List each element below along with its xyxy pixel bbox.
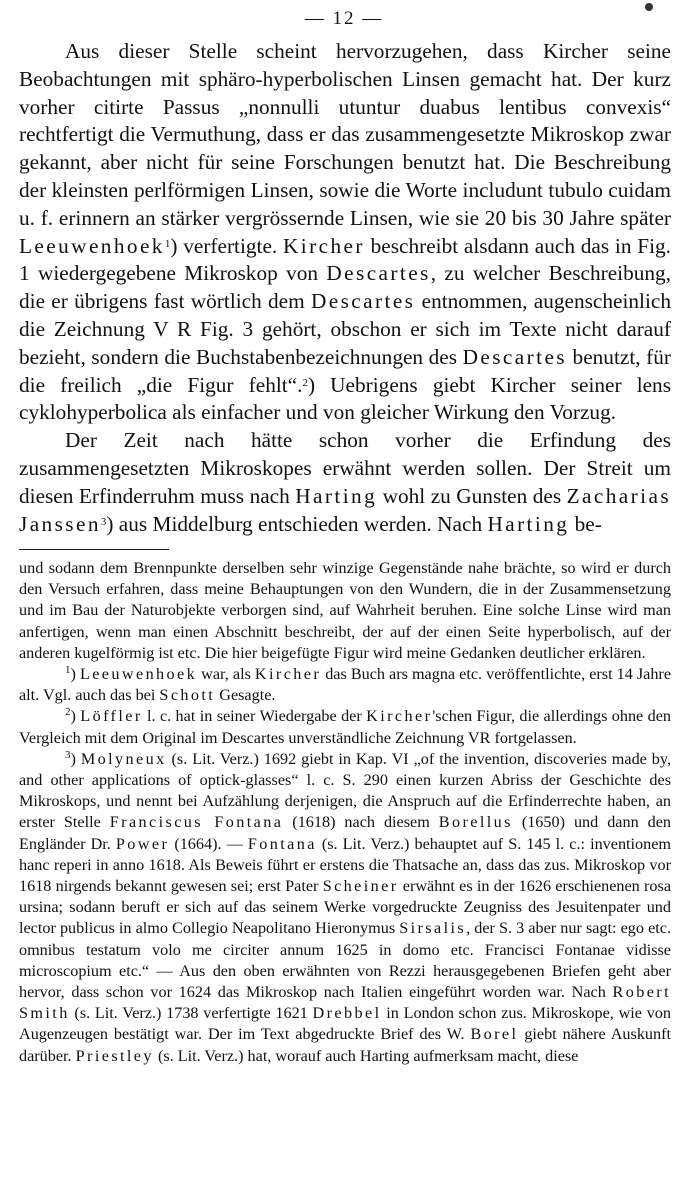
text-run: (s. Lit. Verz.) behauptet auf S. 145 l. c.: inventionem hanc reperi in anno 1618. Als Beweis führt er erstens die Thatsache an, dass das zus. Mikroskop vor 1618 nirgends bekannt gewesen sei; erst Pater: [19, 834, 671, 896]
person-name: Descartes: [462, 344, 567, 369]
person-name: Harting: [487, 511, 570, 536]
text-run: ) Uebrigens giebt Kircher seiner lens cyklohyperbolica als einfacher und von gleicher Wirkung den Vorzug.: [19, 372, 671, 425]
text-run: beschreibt alsdann auch das in Fig. 1 wiedergegebene Mikroskop von: [19, 233, 671, 286]
person-name: Zacharias Janssen: [19, 483, 672, 536]
text-run: , der S. 3 aber nur sagt: ego etc. omnibus testatum volo me circiter annum 1625 in domo etc. Francisci Fontanae vidisse microscopium etc.“ — Aus den oben erwähnten von Rezzi herausgegebenen Briefen geht aber hervor, dass schon vor 1624 das Mikroskop nach Italien eingeführt worden war. Nach: [19, 919, 671, 1002]
person-name: Borel: [470, 1025, 519, 1044]
person-name: Descartes: [310, 289, 416, 314]
text-run: (1664). —: [169, 834, 248, 853]
text-run: erwähnt es in der 1626 erschienenen rosa ursina; sodann beruft er sich auf das seinem Werke vorgedruckte Zeugniss des Jesuitenpater und lector publicus in almo Collegio Neapolitano Hieronymus: [19, 877, 671, 938]
person-name: Robert Smith: [19, 983, 671, 1023]
text-run: ) verfertigte.: [170, 233, 284, 258]
person-name: Molyneux: [80, 749, 167, 768]
footnotes: [19, 558, 671, 1067]
footnote-ref: 3: [100, 515, 107, 528]
text-run: Aus dieser Stelle scheint hervorzugehen, dass Kircher seine Beobachtungen mit sphäro-hyperbolischen Linsen gemacht hat. Der kurz vorher citirte Passus „nonnulli utuntur duabus lentibus convexis“ rechtfertigt die Vermuthung, dass er das zusammengesetzte Mikroskop zwar gekannt, aber nicht für seine Forschungen benutzt hat. Die Beschreibung der kleinsten perlförmigen Linsen, sowie die Worte includunt tubulo cuidam u. f. erinnern an stärker vergrössernde Linsen, wie sie 20 bis 30 Jahre später: [19, 39, 671, 230]
person-name: Kircher: [366, 707, 433, 726]
text-run: l. c. hat in seiner Wiedergabe der: [142, 707, 367, 726]
person-name: Power: [115, 834, 170, 853]
paragraph-1: [19, 38, 671, 427]
text-run: das Buch ars magna etc. veröffentlichte, erst 14 Jahre alt. Vgl. auch das bei: [19, 665, 672, 705]
person-name: Harting: [295, 483, 378, 508]
footnote-divider: [19, 549, 169, 550]
footnote-continuation: [19, 558, 671, 664]
person-name: Priestley: [75, 1046, 154, 1065]
footnote-3: [19, 749, 671, 1067]
text-run: (s. Lit. Verz.) hat, worauf auch Harting aufmerksam macht, diese: [153, 1046, 579, 1065]
person-name: Drebbel: [312, 1004, 382, 1023]
paragraph-2: [19, 427, 671, 538]
person-name: Kircher: [254, 665, 322, 684]
text-run: (s. Lit. Verz.) 1692 giebt in Kap. VI „of the invention, discoveries made by, and other applications of optick-glasses“ l. c. S. 290 einen kurzen Abriss der Geschichte des Mikroskops, und nennt bei Aufzählung derjenigen, die Anspruch auf die Erfinderrechte haben, an erster Stelle: [19, 749, 671, 832]
text-run: Gesagte.: [215, 686, 276, 705]
main-text: [19, 38, 671, 538]
person-name: Kircher: [283, 233, 365, 258]
text-run: benutzt, für die freilich „die Figur fehlt“.: [19, 344, 671, 397]
person-name: Leeuwenhoek: [19, 233, 165, 258]
text-run: 'schen Figur, die allerdings ohne den Vergleich mit dem Original im Descartes unverständliche Zeichnung VR fortgelassen.: [19, 707, 672, 747]
text-run: , zu welcher Beschreibung, die er übrigens fast wörtlich dem: [19, 261, 671, 314]
text-run: ): [70, 749, 81, 768]
page-number: — 12 —: [304, 8, 384, 29]
text-run: Der Zeit nach hätte schon vorher die Erfindung des zusammengesetzten Mikroskopes erwähnt werden sollen. Der Streit um diesen Erfinderruhm muss nach: [19, 428, 671, 508]
text-run: be-: [569, 511, 602, 536]
person-name: Leeuwenhoek: [79, 665, 198, 684]
text-run: ): [70, 665, 80, 684]
footnote-marker: 2: [65, 706, 71, 719]
footnote-marker: 1: [65, 664, 71, 677]
footnote-ref: 1: [164, 237, 171, 250]
person-name: Fontana: [247, 834, 317, 853]
person-name: Schott: [159, 686, 216, 705]
footnote-2: [19, 706, 671, 748]
text-run: (1618) nach diesem: [283, 813, 439, 832]
person-name: Franciscus Fontana: [109, 813, 284, 832]
text-run: und sodann dem Brennpunkte derselben sehr winzige Gegenstände nahe brächte, so wird er durch den Versuch erfahren, dass meine Behauptungen von den Wundern, die in der Zusammensetzung und im Bau der Naturobjekte verborgen sind, auf Wahrheit beruhen. Eine solche Linse wird man anfertigen, wenn man einen Abschnitt beschreibt, der auf der einen Seite hyperbolisch, auf der anderen kugelförmig ist etc. Die hier beigefügte Figur wird meine Gedanken deutlicher erklären.: [19, 559, 671, 662]
person-name: Löffler: [80, 707, 143, 726]
text-run: in London schon zus. Mikroskope, wie von Augenzeugen bestätigt war. Der im Text abgedruckte Brief des W.: [19, 1004, 671, 1044]
text-run: entnommen, augenscheinlich die Zeichnung V R Fig. 3 gehört, obschon er sich im Texte nicht darauf bezieht, sondern die Buchstabenbezeichnungen des: [19, 289, 671, 369]
text-run: giebt nähere Auskunft darüber.: [19, 1025, 671, 1065]
text-run: (1650) und dann den Engländer Dr.: [19, 813, 672, 853]
text-run: war, als: [197, 665, 255, 684]
person-name: Borellus: [438, 813, 513, 832]
footnote-ref: 2: [302, 376, 308, 389]
text-run: ) aus Middelburg entschieden werden. Nach: [106, 511, 488, 536]
person-name: Scheiner: [322, 877, 399, 896]
footnote-1: [19, 664, 671, 706]
text-run: ): [70, 707, 81, 726]
text-run: wohl zu Gunsten des: [377, 483, 567, 508]
person-name: Sirsalis: [399, 919, 467, 938]
footnote-marker: 3: [65, 748, 71, 761]
person-name: Descartes: [326, 261, 431, 286]
text-run: (s. Lit. Verz.) 1738 verfertigte 1621: [69, 1004, 313, 1023]
